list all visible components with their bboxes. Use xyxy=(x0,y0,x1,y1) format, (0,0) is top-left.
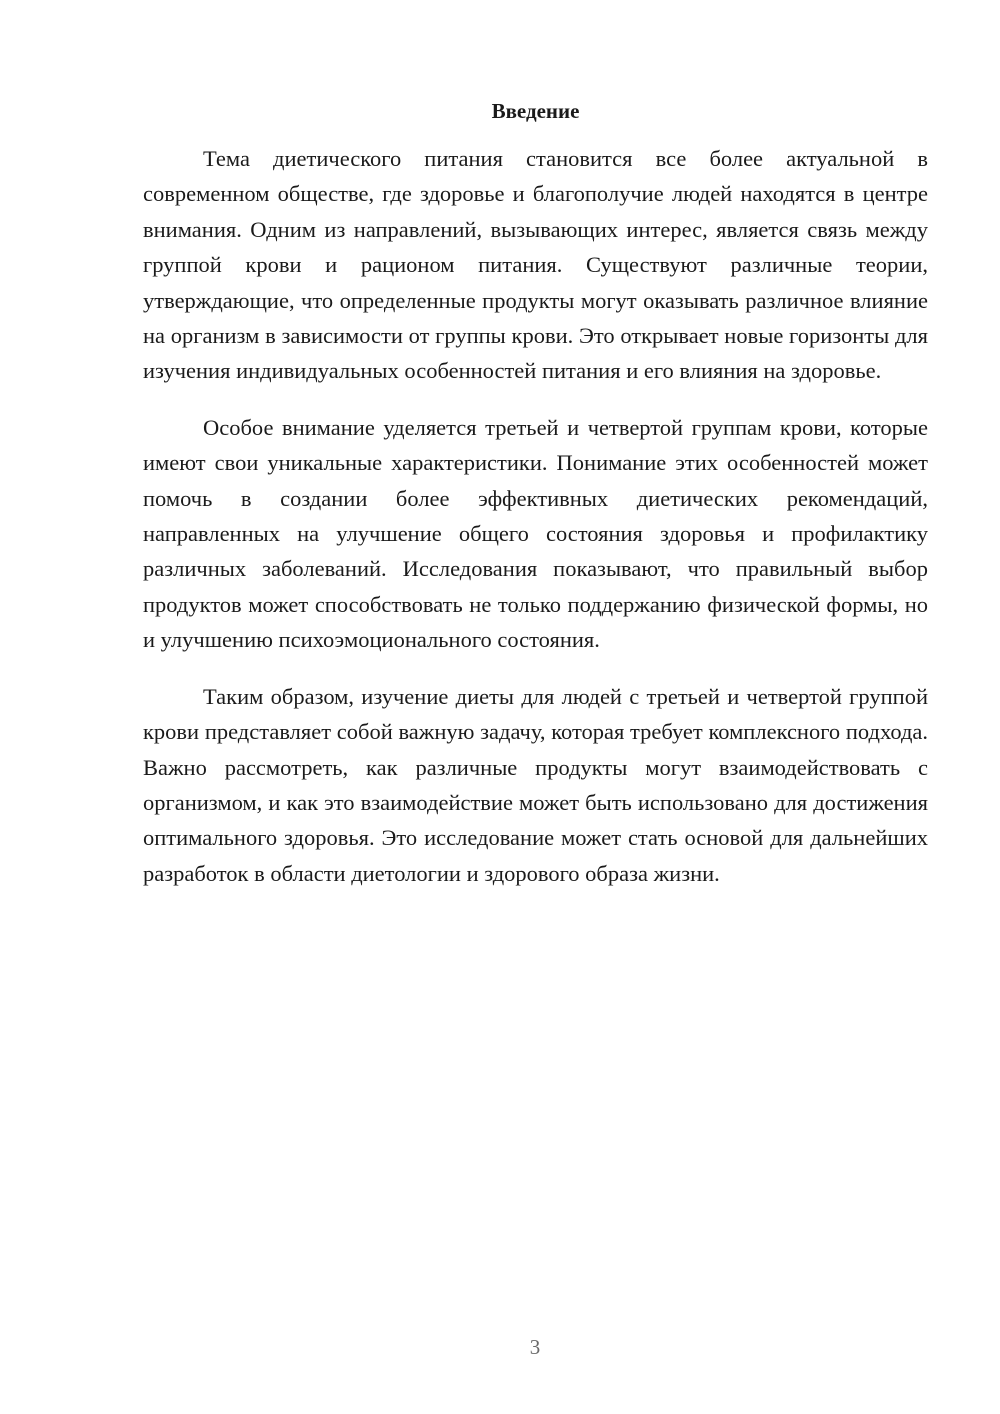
paragraph-3: Таким образом, изучение диеты для людей с третьей и четвертой группой крови представляет собой важную задачу, которая требует комплексного подхода. Важно рассмотреть, как различные продукты могут взаимодействовать с организмом, и как это взаимодействие может быть использовано для достижения оптимального здоровья. Это исследование может стать основой для дальнейших разработок в области диетологии и здорового образа жизни. xyxy=(143,683,928,886)
page-number: 3 xyxy=(529,1335,541,1359)
section-heading: Введение xyxy=(491,99,580,123)
body-text xyxy=(143,141,928,912)
paragraph-1: Тема диетического питания становится все более актуальной в современном обществе, где здоровье и благополучие людей находятся в центре внимания. Одним из направлений, вызывающих интерес, является связь между группой крови и рационом питания. Существуют различные теории, утверждающие, что определенные продукты могут оказывать различное влияние на организм в зависимости от группы крови. Это открывает новые горизонты для изучения индивидуальных особенностей питания и его влияния на здоровье. xyxy=(143,146,928,384)
paragraph-2: Особое внимание уделяется третьей и четвертой группам крови, которые имеют свои уникальные характеристики. Понимание этих особенностей может помочь в создании более эффективных диетических рекомендаций, направленных на улучшение общего состояния здоровья и профилактику различных заболеваний. Исследования показывают, что правильный выбор продуктов может способствовать не только поддержанию физической формы, но и улучшению психоэмоционального состояния. xyxy=(143,414,928,653)
